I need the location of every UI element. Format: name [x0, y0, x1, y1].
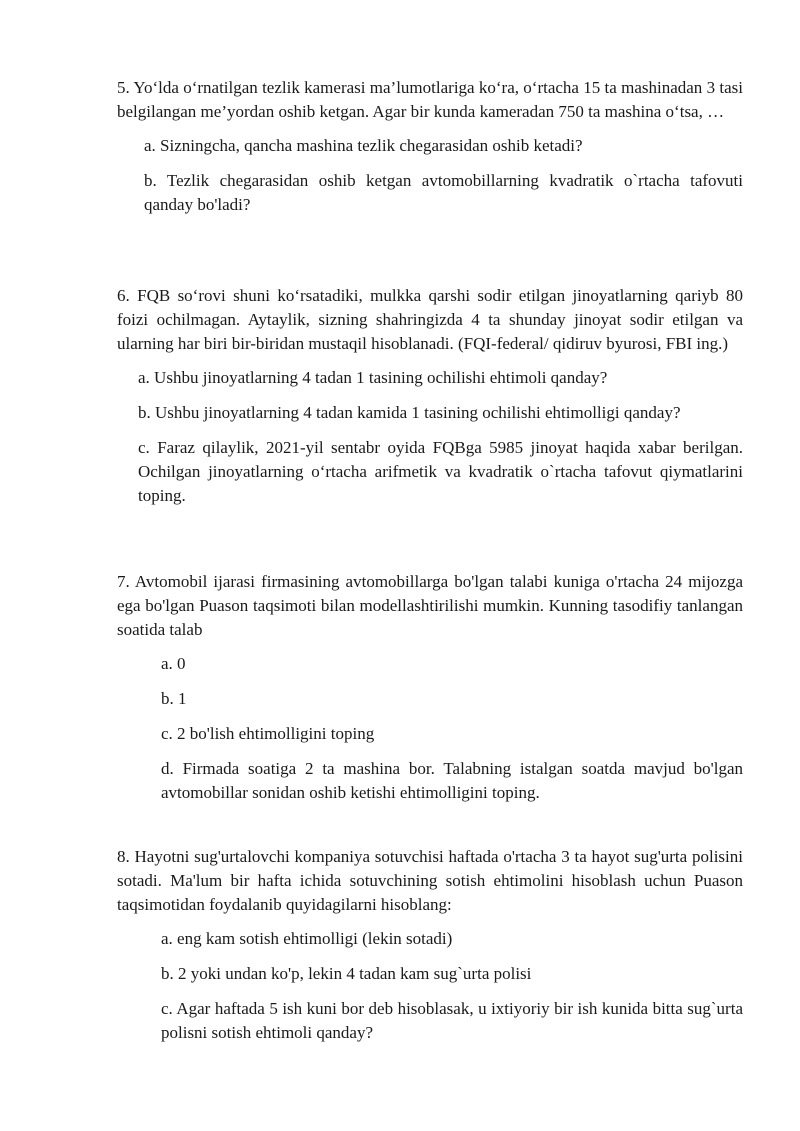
problem-5-options	[117, 134, 743, 217]
problem-6-stem: 6. FQB so‘rovi shuni ko‘rsatadiki, mulkka qarshi sodir etilgan jinoyatlarning qariyb 80 foizi ochilmagan. Aytaylik, sizning shahringizda 4 ta shunday jinoyat sodir etilgan va ularning har biri bir-biridan mustaqil hisoblanadi. (FQI-federal/ qidiruv byurosi, FBI ing.)	[117, 286, 743, 353]
problem-5-stem: 5. Yo‘lda o‘rnatilgan tezlik kamerasi ma’lumotlariga ko‘ra, o‘rtacha 15 ta mashinadan 3 tasi belgilangan me’yordan oshib ketgan. Agar bir kunda kameradan 750 ta mashina o‘tsa, …	[117, 78, 743, 121]
problem-7-option-b: b. 1	[161, 689, 187, 708]
problem-8-option-b: b. 2 yoki undan ko'p, lekin 4 tadan kam sug`urta polisi	[161, 964, 532, 983]
problem-8-option-a: a. eng kam sotish ehtimolligi (lekin sotadi)	[161, 929, 453, 948]
problem-8-options	[117, 927, 743, 1045]
problem-6	[117, 284, 743, 508]
problem-8	[117, 845, 743, 1045]
problem-7-options	[117, 652, 743, 805]
problem-6-option-b: b. Ushbu jinoyatlarning 4 tadan kamida 1 tasining ochilishi ehtimolligi qanday?	[138, 403, 681, 422]
problem-6-option-c: c. Faraz qilaylik, 2021-yil sentabr oyida FQBga 5985 jinoyat haqida xabar berilgan. Ochilgan jinoyatlarning o‘rtacha arifmetik va kvadratik o`rtacha tafovut qiymatlarini toping.	[138, 438, 743, 505]
problem-6-option-a: a. Ushbu jinoyatlarning 4 tadan 1 tasining ochilishi ehtimoli qanday?	[138, 368, 608, 387]
problem-5-option-a: a. Sizningcha, qancha mashina tezlik chegarasidan oshib ketadi?	[144, 136, 583, 155]
problem-7-option-d: d. Firmada soatiga 2 ta mashina bor. Talabning istalgan soatda mavjud bo'lgan avtomobillar sonidan oshib ketishi ehtimolligini toping.	[161, 759, 743, 802]
problem-8-stem: 8. Hayotni sug'urtalovchi kompaniya sotuvchisi haftada o'rtacha 3 ta hayot sug'urta polisini sotadi. Ma'lum bir hafta ichida sotuvchining sotish ehtimolini hisoblash uchun Puason taqsimotidan foydalanib quyidagilarni hisoblang:	[117, 847, 743, 914]
problem-7-stem: 7. Avtomobil ijarasi firmasining avtomobillarga bo'lgan talabi kuniga o'rtacha 24 mijozga ega bo'lgan Puason taqsimoti bilan modellashtirilishi mumkin. Kunning tasodifiy tanlangan soatida talab	[117, 572, 743, 639]
problem-8-option-c: c. Agar haftada 5 ish kuni bor deb hisoblasak, u ixtiyoriy bir ish kunida bitta sug`urta polisni sotish ehtimoli qanday?	[161, 999, 743, 1042]
problem-7-option-a: a. 0	[161, 654, 186, 673]
problem-7	[117, 570, 743, 805]
problem-5	[117, 76, 743, 217]
problem-7-option-c: c. 2 bo'lish ehtimolligini toping	[161, 724, 375, 743]
problem-6-options	[117, 366, 743, 508]
problem-5-option-b: b. Tezlik chegarasidan oshib ketgan avtomobillarning kvadratik o`rtacha tafovuti qanday bo'ladi?	[144, 171, 743, 214]
